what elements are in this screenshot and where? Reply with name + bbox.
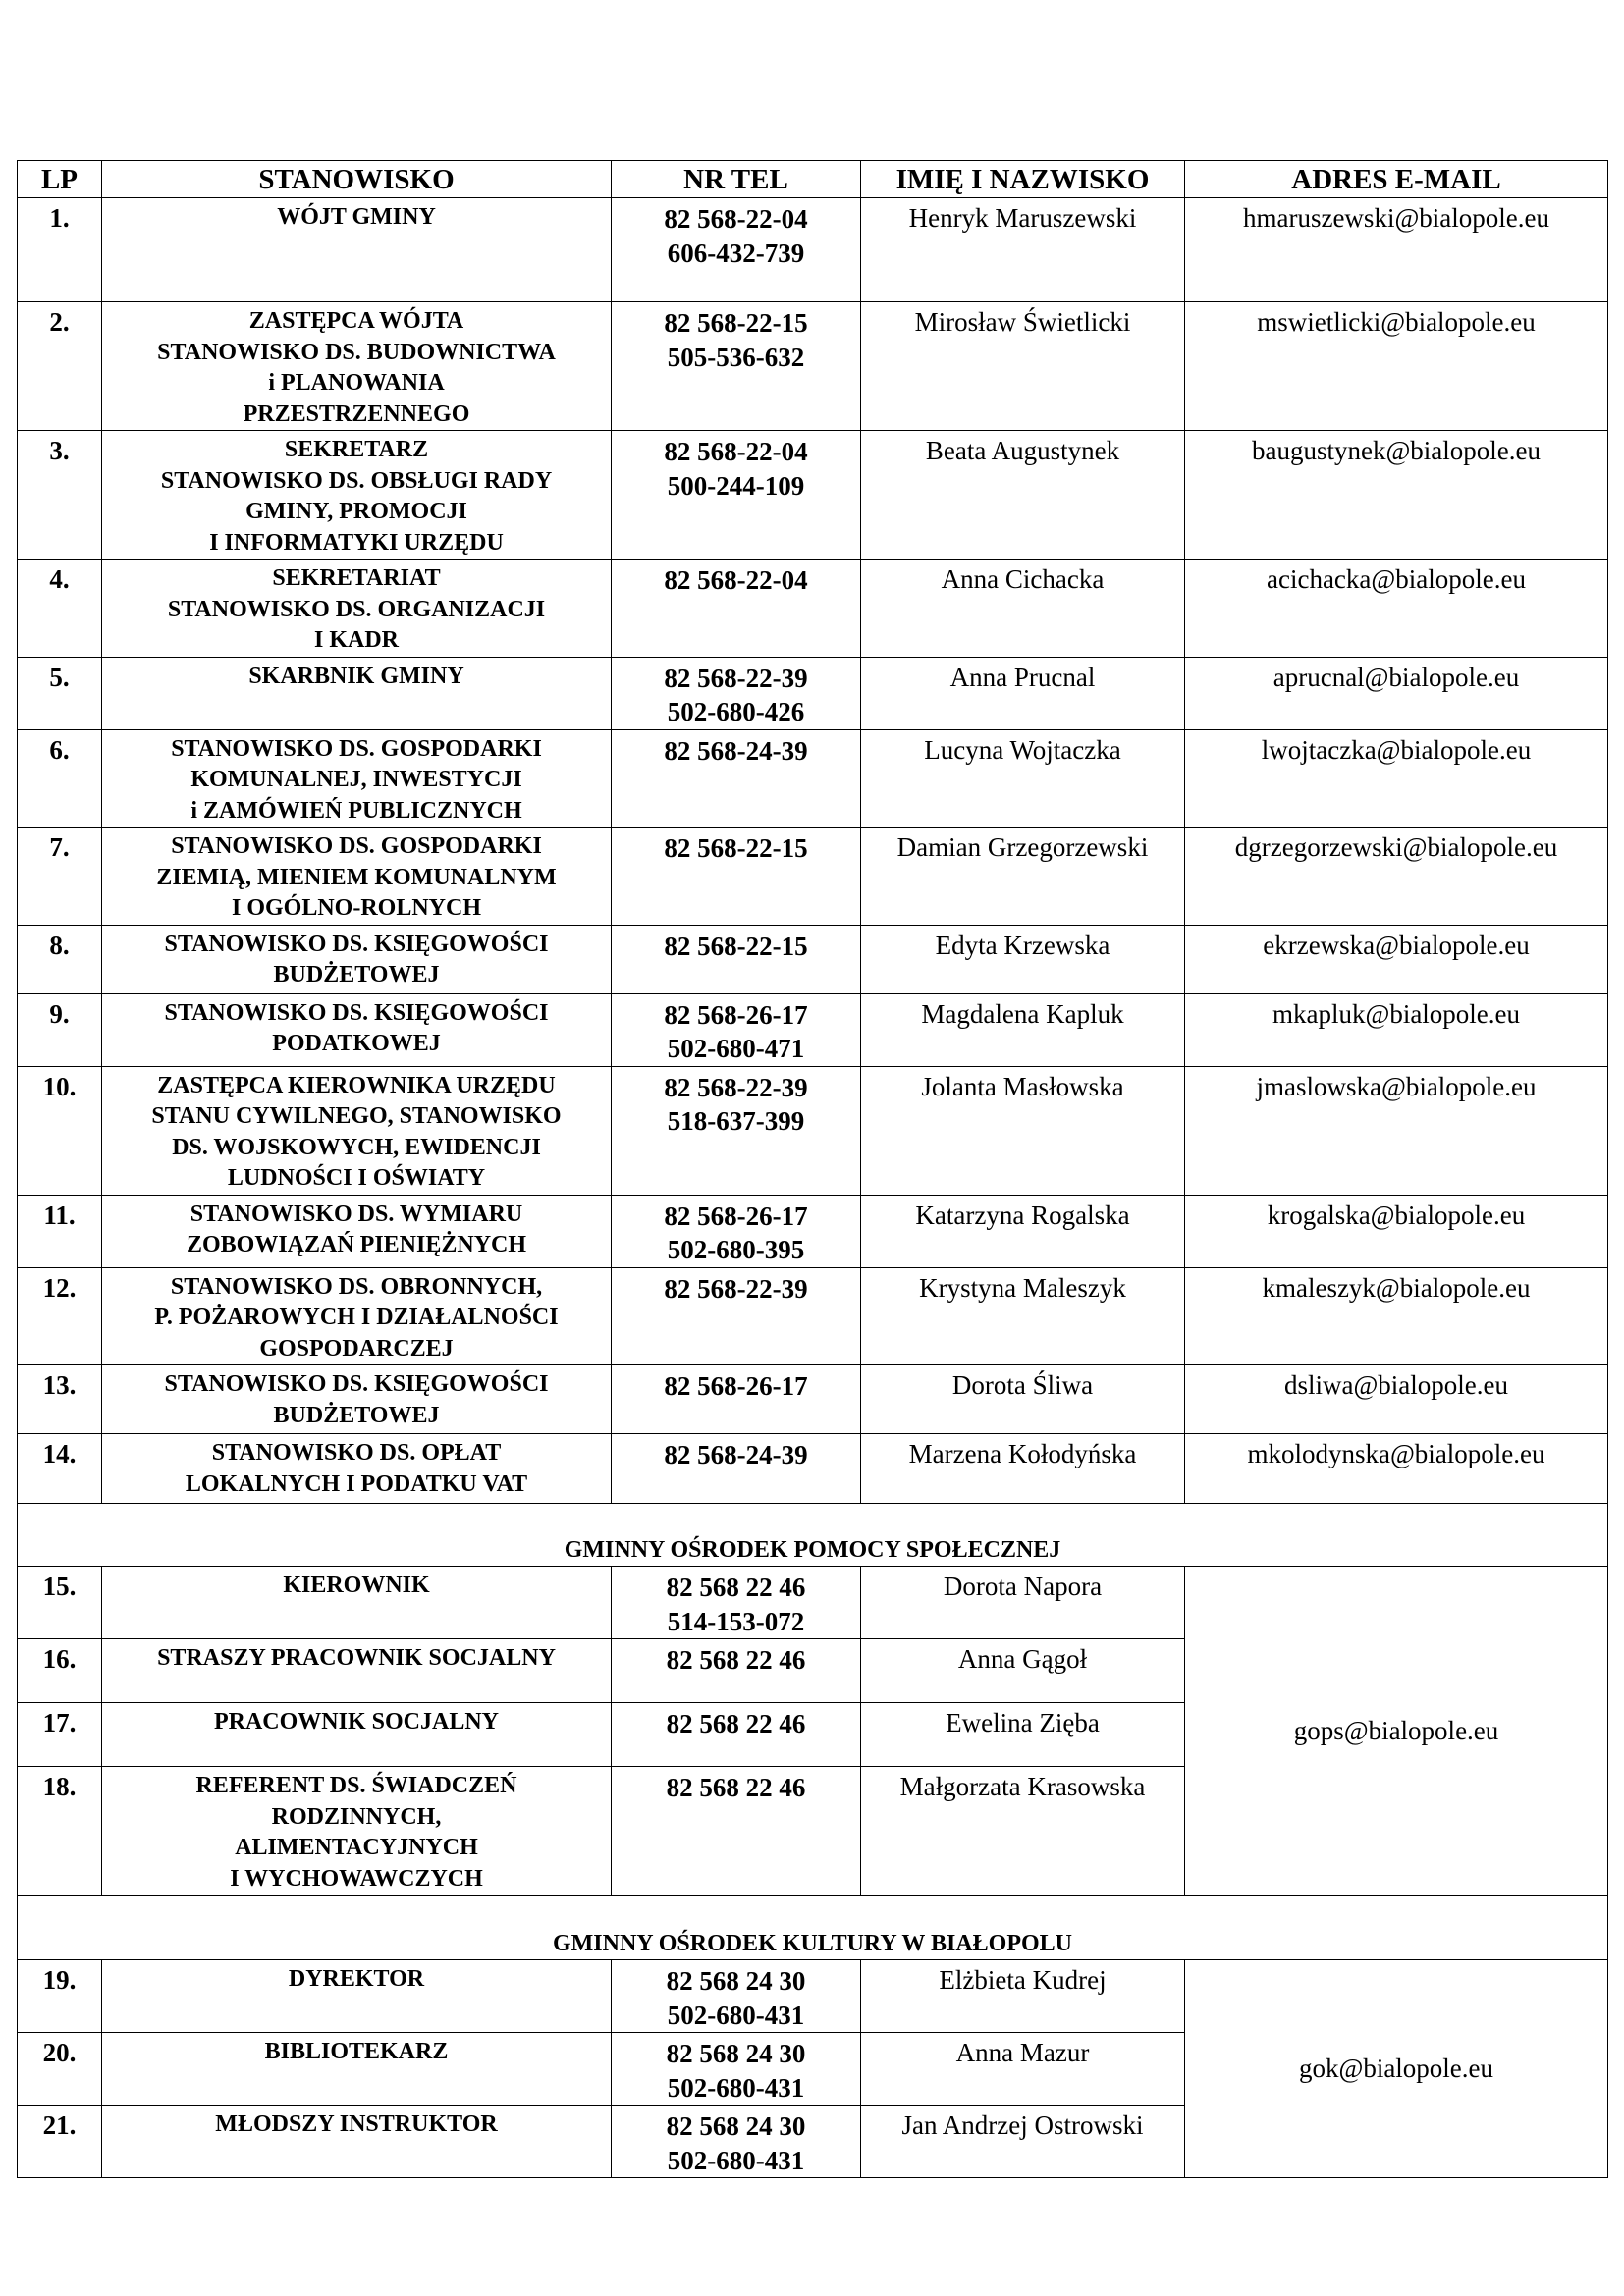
position-cell: STANOWISKO DS. WYMIARU ZOBOWIĄZAŃ PIENIĘŻNYCH	[102, 1195, 612, 1267]
name-cell: Jan Andrzej Ostrowski	[861, 2106, 1185, 2178]
name-cell: Magdalena Kapluk	[861, 993, 1185, 1066]
phone-cell: 82 568-26-17 502-680-471	[612, 993, 861, 1066]
email-link[interactable]: mkolodynska@bialopole.eu	[1185, 1434, 1608, 1504]
position-cell: STANOWISKO DS. GOSPODARKI KOMUNALNEJ, INWESTYCJI i ZAMÓWIEŃ PUBLICZNYCH	[102, 729, 612, 828]
section-header-gok	[18, 1896, 1608, 1960]
name-cell: Jolanta Masłowska	[861, 1066, 1185, 1195]
phone-cell: 82 568-22-04	[612, 560, 861, 658]
position-cell: SEKRETARZ STANOWISKO DS. OBSŁUGI RADY GMINY, PROMOCJI I INFORMATYKI URZĘDU	[102, 431, 612, 560]
table-row	[18, 657, 1608, 729]
name-cell: Damian Grzegorzewski	[861, 828, 1185, 926]
name-cell: Krystyna Maleszyk	[861, 1267, 1185, 1365]
email-link[interactable]: baugustynek@bialopole.eu	[1185, 431, 1608, 560]
row-number: 1.	[18, 198, 102, 302]
table-row	[18, 198, 1608, 302]
row-number: 5.	[18, 657, 102, 729]
phone-cell: 82 568 22 46	[612, 1639, 861, 1703]
email-link[interactable]: mswietlicki@bialopole.eu	[1185, 302, 1608, 431]
phone-cell: 82 568 24 30 502-680-431	[612, 1960, 861, 2033]
header-position: STANOWISKO	[102, 161, 612, 198]
phone-cell: 82 568-22-39 502-680-426	[612, 657, 861, 729]
position-cell: STANOWISKO DS. KSIĘGOWOŚCI BUDŻETOWEJ	[102, 925, 612, 993]
position-cell: STANOWISKO DS. GOSPODARKI ZIEMIĄ, MIENIEM KOMUNALNYM I OGÓLNO-ROLNYCH	[102, 828, 612, 926]
name-cell: Ewelina Zięba	[861, 1703, 1185, 1767]
position-cell: KIEROWNIK	[102, 1567, 612, 1639]
gops-email-link[interactable]: gops@bialopole.eu	[1185, 1567, 1608, 1896]
row-number: 21.	[18, 2106, 102, 2178]
position-cell: STANOWISKO DS. KSIĘGOWOŚCI PODATKOWEJ	[102, 993, 612, 1066]
name-cell: Dorota Napora	[861, 1567, 1185, 1639]
name-cell: Elżbieta Kudrej	[861, 1960, 1185, 2033]
table-row	[18, 302, 1608, 431]
row-number: 8.	[18, 925, 102, 993]
name-cell: Anna Cichacka	[861, 560, 1185, 658]
position-cell: WÓJT GMINY	[102, 198, 612, 302]
gok-email-link[interactable]: gok@bialopole.eu	[1185, 1960, 1608, 2178]
position-cell: SKARBNIK GMINY	[102, 657, 612, 729]
position-cell: STRASZY PRACOWNIK SOCJALNY	[102, 1639, 612, 1703]
table-row	[18, 1195, 1608, 1267]
email-link[interactable]: hmaruszewski@bialopole.eu	[1185, 198, 1608, 302]
email-link[interactable]: lwojtaczka@bialopole.eu	[1185, 729, 1608, 828]
phone-cell: 82 568-22-04 606-432-739	[612, 198, 861, 302]
table-row	[18, 993, 1608, 1066]
table-row	[18, 560, 1608, 658]
table-row	[18, 1567, 1608, 1639]
phone-cell: 82 568-26-17 502-680-395	[612, 1195, 861, 1267]
email-link[interactable]: mkapluk@bialopole.eu	[1185, 993, 1608, 1066]
phone-cell: 82 568-24-39	[612, 1434, 861, 1504]
position-cell: STANOWISKO DS. OPŁAT LOKALNYCH I PODATKU VAT	[102, 1434, 612, 1504]
header-lp: LP	[18, 161, 102, 198]
header-phone: NR TEL	[612, 161, 861, 198]
phone-cell: 82 568 22 46 514-153-072	[612, 1567, 861, 1639]
section-title: GMINNY OŚRODEK KULTURY W BIAŁOPOLU	[18, 1896, 1608, 1960]
email-link[interactable]: acichacka@bialopole.eu	[1185, 560, 1608, 658]
email-link[interactable]: kmaleszyk@bialopole.eu	[1185, 1267, 1608, 1365]
name-cell: Lucyna Wojtaczka	[861, 729, 1185, 828]
row-number: 6.	[18, 729, 102, 828]
position-cell: DYREKTOR	[102, 1960, 612, 2033]
position-cell: ZASTĘPCA WÓJTA STANOWISKO DS. BUDOWNICTWA i PLANOWANIA PRZESTRZENNEGO	[102, 302, 612, 431]
row-number: 7.	[18, 828, 102, 926]
phone-cell: 82 568-22-39	[612, 1267, 861, 1365]
header-email: ADRES E-MAIL	[1185, 161, 1608, 198]
name-cell: Anna Mazur	[861, 2033, 1185, 2106]
phone-cell: 82 568 22 46	[612, 1767, 861, 1896]
row-number: 14.	[18, 1434, 102, 1504]
row-number: 15.	[18, 1567, 102, 1639]
email-link[interactable]: ekrzewska@bialopole.eu	[1185, 925, 1608, 993]
name-cell: Katarzyna Rogalska	[861, 1195, 1185, 1267]
phone-cell: 82 568-22-39 518-637-399	[612, 1066, 861, 1195]
phone-cell: 82 568-22-04 500-244-109	[612, 431, 861, 560]
table-row	[18, 1434, 1608, 1504]
table-row	[18, 925, 1608, 993]
name-cell: Małgorzata Krasowska	[861, 1767, 1185, 1896]
position-cell: SEKRETARIAT STANOWISKO DS. ORGANIZACJI I KADR	[102, 560, 612, 658]
phone-cell: 82 568 24 30 502-680-431	[612, 2106, 861, 2178]
row-number: 12.	[18, 1267, 102, 1365]
phone-cell: 82 568 24 30 502-680-431	[612, 2033, 861, 2106]
row-number: 19.	[18, 1960, 102, 2033]
name-cell: Marzena Kołodyńska	[861, 1434, 1185, 1504]
phone-cell: 82 568 22 46	[612, 1703, 861, 1767]
table-row	[18, 828, 1608, 926]
position-cell: BIBLIOTEKARZ	[102, 2033, 612, 2106]
table-row	[18, 431, 1608, 560]
phone-cell: 82 568-24-39	[612, 729, 861, 828]
position-cell: MŁODSZY INSTRUKTOR	[102, 2106, 612, 2178]
email-link[interactable]: jmaslowska@bialopole.eu	[1185, 1066, 1608, 1195]
row-number: 3.	[18, 431, 102, 560]
phone-cell: 82 568-26-17	[612, 1365, 861, 1434]
name-cell: Henryk Maruszewski	[861, 198, 1185, 302]
name-cell: Beata Augustynek	[861, 431, 1185, 560]
row-number: 2.	[18, 302, 102, 431]
row-number: 17.	[18, 1703, 102, 1767]
table-row	[18, 1267, 1608, 1365]
header-row	[18, 161, 1608, 198]
row-number: 4.	[18, 560, 102, 658]
position-cell: ZASTĘPCA KIEROWNIKA URZĘDU STANU CYWILNEGO, STANOWISKO DS. WOJSKOWYCH, EWIDENCJI LUDNOŚCI I OŚWIATY	[102, 1066, 612, 1195]
position-cell: STANOWISKO DS. KSIĘGOWOŚCI BUDŻETOWEJ	[102, 1365, 612, 1434]
header-name: IMIĘ I NAZWISKO	[861, 161, 1185, 198]
row-number: 18.	[18, 1767, 102, 1896]
row-number: 13.	[18, 1365, 102, 1434]
table-row	[18, 1960, 1608, 2033]
phone-cell: 82 568-22-15 505-536-632	[612, 302, 861, 431]
email-link[interactable]: dgrzegorzewski@bialopole.eu	[1185, 828, 1608, 926]
phone-cell: 82 568-22-15	[612, 828, 861, 926]
table-row	[18, 1066, 1608, 1195]
position-cell: REFERENT DS. ŚWIADCZEŃ RODZINNYCH, ALIMENTACYJNYCH I WYCHOWAWCZYCH	[102, 1767, 612, 1896]
email-link[interactable]: dsliwa@bialopole.eu	[1185, 1365, 1608, 1434]
email-link[interactable]: aprucnal@bialopole.eu	[1185, 657, 1608, 729]
name-cell: Edyta Krzewska	[861, 925, 1185, 993]
name-cell: Dorota Śliwa	[861, 1365, 1185, 1434]
row-number: 16.	[18, 1639, 102, 1703]
contacts-table	[17, 160, 1608, 2178]
row-number: 20.	[18, 2033, 102, 2106]
section-header-gops	[18, 1504, 1608, 1567]
position-cell: PRACOWNIK SOCJALNY	[102, 1703, 612, 1767]
row-number: 11.	[18, 1195, 102, 1267]
table-row	[18, 729, 1608, 828]
table-row	[18, 1365, 1608, 1434]
section-title: GMINNY OŚRODEK POMOCY SPOŁECZNEJ	[18, 1504, 1608, 1567]
name-cell: Mirosław Świetlicki	[861, 302, 1185, 431]
name-cell: Anna Gągoł	[861, 1639, 1185, 1703]
name-cell: Anna Prucnal	[861, 657, 1185, 729]
position-cell: STANOWISKO DS. OBRONNYCH, P. POŻAROWYCH I DZIAŁALNOŚCI GOSPODARCZEJ	[102, 1267, 612, 1365]
phone-cell: 82 568-22-15	[612, 925, 861, 993]
email-link[interactable]: krogalska@bialopole.eu	[1185, 1195, 1608, 1267]
row-number: 9.	[18, 993, 102, 1066]
row-number: 10.	[18, 1066, 102, 1195]
